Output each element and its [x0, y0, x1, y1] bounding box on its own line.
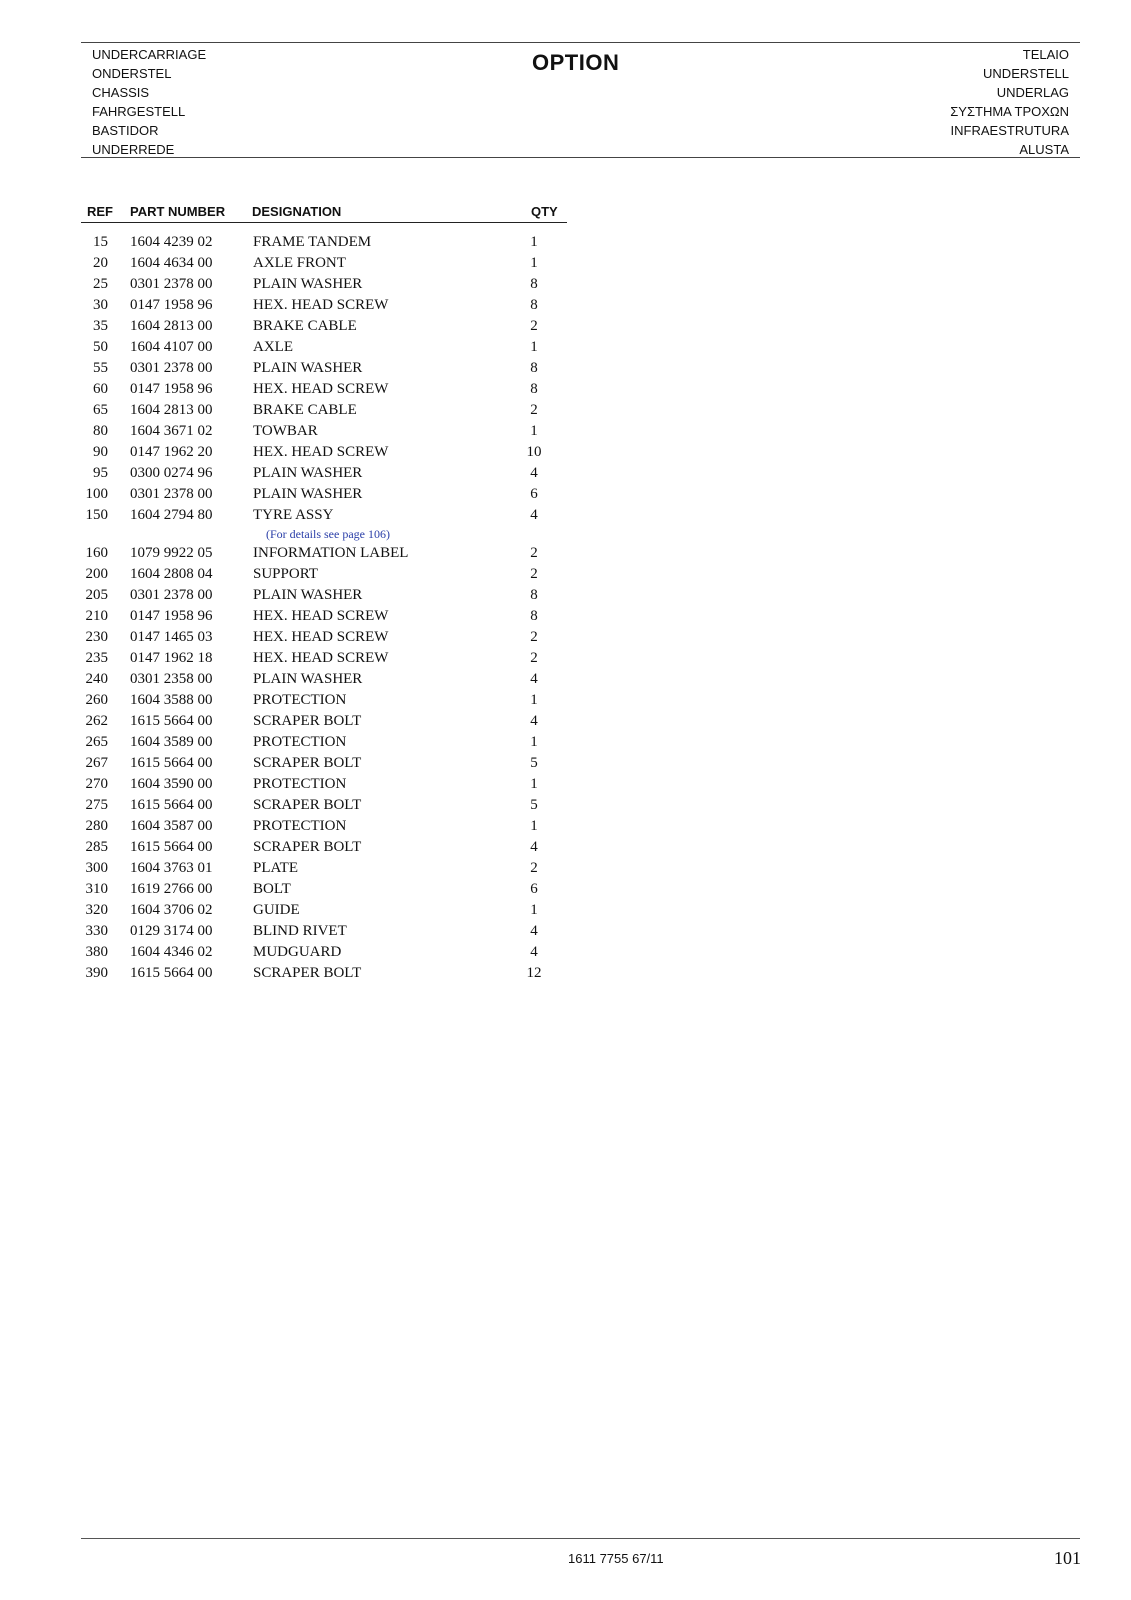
designation-cell: PLAIN WASHER — [253, 465, 363, 481]
table-row — [81, 358, 567, 379]
ref-cell: 150 — [85, 507, 108, 523]
part-number-cell: 1615 5664 00 — [130, 839, 213, 855]
part-number-cell: 0147 1958 96 — [130, 608, 213, 624]
table-row — [81, 400, 567, 421]
qty-cell: 4 — [530, 671, 538, 687]
table-row — [81, 295, 567, 316]
part-number-cell: 0301 2358 00 — [130, 671, 213, 687]
header-label: ONDERSTEL — [92, 66, 172, 81]
table-row — [81, 732, 567, 753]
table-row — [81, 837, 567, 858]
table-row — [81, 564, 567, 585]
table-row — [81, 795, 567, 816]
ref-cell: 267 — [85, 755, 108, 771]
ref-cell: 30 — [93, 297, 108, 313]
designation-cell: TOWBAR — [253, 423, 318, 439]
table-row — [81, 463, 567, 484]
part-number-cell: 1604 2813 00 — [130, 402, 213, 418]
ref-cell: 80 — [93, 423, 108, 439]
ref-cell: 160 — [85, 545, 108, 561]
ref-cell: 260 — [85, 692, 108, 708]
page-header — [81, 42, 1080, 158]
table-row — [81, 337, 567, 358]
part-number-cell: 0301 2378 00 — [130, 587, 213, 603]
qty-cell: 6 — [530, 881, 538, 897]
ref-cell: 20 — [93, 255, 108, 271]
qty-cell: 4 — [530, 944, 538, 960]
row-note: (For details see page 106) — [266, 527, 390, 541]
qty-cell: 10 — [526, 444, 542, 460]
designation-cell: FRAME TANDEM — [253, 234, 372, 250]
ref-cell: 25 — [93, 276, 108, 292]
designation-cell: PLAIN WASHER — [253, 587, 363, 603]
ref-cell: 320 — [85, 902, 108, 918]
designation-cell: BRAKE CABLE — [253, 402, 357, 418]
qty-cell: 1 — [530, 339, 538, 355]
designation-cell: PLAIN WASHER — [253, 276, 363, 292]
ref-cell: 285 — [85, 839, 108, 855]
table-row — [81, 816, 567, 837]
part-number-cell: 1604 3590 00 — [130, 776, 213, 792]
qty-cell: 6 — [530, 486, 538, 502]
part-number-cell: 1604 3671 02 — [130, 423, 213, 439]
ref-cell: 90 — [93, 444, 108, 460]
part-number-cell: 1604 3589 00 — [130, 734, 213, 750]
designation-cell: HEX. HEAD SCREW — [253, 297, 389, 313]
designation-cell: PROTECTION — [253, 692, 347, 708]
table-row — [81, 606, 567, 627]
ref-cell: 380 — [85, 944, 108, 960]
part-number-cell: 1604 3763 01 — [130, 860, 213, 876]
header-label: FAHRGESTELL — [92, 104, 186, 119]
table-row — [81, 774, 567, 795]
table-row — [81, 858, 567, 879]
qty-cell: 5 — [530, 797, 538, 813]
qty-cell: 8 — [530, 297, 538, 313]
part-number-cell: 0301 2378 00 — [130, 276, 213, 292]
part-number-cell: 1604 4346 02 — [130, 944, 213, 960]
designation-cell: TYRE ASSY — [253, 507, 334, 523]
designation-cell: HEX. HEAD SCREW — [253, 381, 389, 397]
ref-cell: 280 — [85, 818, 108, 834]
table-row — [81, 484, 567, 505]
table-row — [81, 274, 567, 295]
table-row — [81, 253, 567, 274]
qty-cell: 2 — [530, 566, 538, 582]
part-number-cell: 1604 4239 02 — [130, 234, 213, 250]
ref-cell: 240 — [85, 671, 108, 687]
part-number-cell: 0147 1962 18 — [130, 650, 213, 666]
part-number-cell: 1604 3587 00 — [130, 818, 213, 834]
qty-cell: 5 — [530, 755, 538, 771]
qty-cell: 1 — [530, 902, 538, 918]
designation-cell: PROTECTION — [253, 734, 347, 750]
designation-cell: SCRAPER BOLT — [253, 755, 362, 771]
qty-cell: 1 — [530, 423, 538, 439]
ref-cell: 210 — [85, 608, 108, 624]
ref-cell: 275 — [85, 797, 108, 813]
part-number-cell: 1604 4634 00 — [130, 255, 213, 271]
qty-cell: 4 — [530, 465, 538, 481]
header-left-labels — [92, 45, 206, 159]
designation-cell: PLAIN WASHER — [253, 671, 363, 687]
part-number-cell: 0147 1962 20 — [130, 444, 213, 460]
part-number-cell: 1619 2766 00 — [130, 881, 213, 897]
header-label: INFRAESTRUTURA — [950, 123, 1069, 138]
part-number-cell: 1079 9922 05 — [130, 545, 213, 561]
designation-cell: PLAIN WASHER — [253, 360, 363, 376]
designation-cell: SCRAPER BOLT — [253, 965, 362, 981]
part-number-cell: 1604 3588 00 — [130, 692, 213, 708]
designation-cell: HEX. HEAD SCREW — [253, 650, 389, 666]
ref-cell: 50 — [93, 339, 108, 355]
table-row — [81, 942, 567, 963]
part-number-cell: 1615 5664 00 — [130, 797, 213, 813]
ref-cell: 270 — [85, 776, 108, 792]
header-label: UNDERSTELL — [983, 66, 1069, 81]
ref-cell: 35 — [93, 318, 108, 334]
qty-cell: 4 — [530, 923, 538, 939]
qty-cell: 1 — [530, 734, 538, 750]
designation-cell: HEX. HEAD SCREW — [253, 629, 389, 645]
header-label: ΣΥΣΤΗΜΑ ΤΡΟΧΩΝ — [950, 104, 1069, 119]
table-row — [81, 648, 567, 669]
designation-cell: PLATE — [253, 860, 298, 876]
qty-cell: 2 — [530, 629, 538, 645]
designation-cell: PLAIN WASHER — [253, 486, 363, 502]
table-row — [81, 963, 567, 984]
designation-cell: PROTECTION — [253, 818, 347, 834]
table-row — [81, 900, 567, 921]
part-number-cell: 0301 2378 00 — [130, 360, 213, 376]
part-number-cell: 0147 1958 96 — [130, 381, 213, 397]
qty-cell: 2 — [530, 545, 538, 561]
table-row — [81, 543, 567, 564]
table-row — [81, 585, 567, 606]
ref-cell: 60 — [93, 381, 108, 397]
designation-cell: SUPPORT — [253, 566, 318, 582]
qty-cell: 2 — [530, 650, 538, 666]
designation-cell: SCRAPER BOLT — [253, 713, 362, 729]
table-row — [81, 232, 567, 253]
designation-cell: SCRAPER BOLT — [253, 839, 362, 855]
part-number-cell: 1615 5664 00 — [130, 965, 213, 981]
qty-cell: 8 — [530, 360, 538, 376]
header-label: BASTIDOR — [92, 123, 159, 138]
column-header-ref: REF — [87, 204, 113, 219]
part-number-cell: 1604 2808 04 — [130, 566, 213, 582]
document-code: 1611 7755 67/11 — [568, 1551, 664, 1566]
table-row — [81, 711, 567, 732]
part-number-cell: 1604 3706 02 — [130, 902, 213, 918]
qty-cell: 8 — [530, 276, 538, 292]
column-header-qty: QTY — [531, 204, 558, 219]
qty-cell: 1 — [530, 692, 538, 708]
part-number-cell: 0147 1465 03 — [130, 629, 213, 645]
table-row — [81, 753, 567, 774]
table-row — [81, 690, 567, 711]
designation-cell: MUDGUARD — [253, 944, 342, 960]
designation-cell: BLIND RIVET — [253, 923, 347, 939]
designation-cell: SCRAPER BOLT — [253, 797, 362, 813]
ref-cell: 100 — [85, 486, 108, 502]
qty-cell: 4 — [530, 507, 538, 523]
qty-cell: 2 — [530, 402, 538, 418]
page-title: OPTION — [532, 50, 620, 75]
ref-cell: 330 — [85, 923, 108, 939]
qty-cell: 2 — [530, 318, 538, 334]
designation-cell: BRAKE CABLE — [253, 318, 357, 334]
table-header — [81, 202, 567, 223]
designation-cell: HEX. HEAD SCREW — [253, 608, 389, 624]
table-row — [81, 669, 567, 690]
column-header-part-number: PART NUMBER — [130, 204, 226, 219]
ref-cell: 300 — [85, 860, 108, 876]
qty-cell: 1 — [530, 255, 538, 271]
header-label: ALUSTA — [1019, 142, 1069, 157]
qty-cell: 8 — [530, 381, 538, 397]
part-number-cell: 0129 3174 00 — [130, 923, 213, 939]
ref-cell: 55 — [93, 360, 108, 376]
part-number-cell: 0300 0274 96 — [130, 465, 213, 481]
qty-cell: 8 — [530, 608, 538, 624]
qty-cell: 1 — [530, 234, 538, 250]
table-body — [81, 232, 567, 984]
qty-cell: 1 — [530, 776, 538, 792]
table-row — [81, 379, 567, 400]
ref-cell: 235 — [85, 650, 108, 666]
table-row — [81, 879, 567, 900]
part-number-cell: 1604 2794 80 — [130, 507, 213, 523]
qty-cell: 12 — [526, 965, 542, 981]
part-number-cell: 1604 2813 00 — [130, 318, 213, 334]
ref-cell: 390 — [85, 965, 108, 981]
page-number: 101 — [1054, 1548, 1081, 1568]
part-number-cell: 1615 5664 00 — [130, 713, 213, 729]
designation-cell: HEX. HEAD SCREW — [253, 444, 389, 460]
part-number-cell: 0301 2378 00 — [130, 486, 213, 502]
ref-cell: 200 — [85, 566, 108, 582]
qty-cell: 8 — [530, 587, 538, 603]
designation-cell: AXLE FRONT — [253, 255, 346, 271]
column-header-designation: DESIGNATION — [252, 204, 342, 219]
table-row — [81, 505, 567, 526]
designation-cell: INFORMATION LABEL — [253, 545, 409, 561]
part-number-cell: 1615 5664 00 — [130, 755, 213, 771]
ref-cell: 310 — [85, 881, 108, 897]
header-label: UNDERREDE — [92, 142, 175, 157]
header-label: TELAIO — [1022, 47, 1069, 62]
designation-cell: PROTECTION — [253, 776, 347, 792]
qty-cell: 4 — [530, 839, 538, 855]
table-row — [81, 627, 567, 648]
header-right-labels — [950, 45, 1069, 159]
qty-cell: 1 — [530, 818, 538, 834]
header-label: UNDERLAG — [996, 85, 1069, 100]
footer-divider — [81, 1538, 1080, 1539]
table-row — [81, 921, 567, 942]
ref-cell: 65 — [93, 402, 108, 418]
ref-cell: 265 — [85, 734, 108, 750]
ref-cell: 262 — [85, 713, 108, 729]
table-row — [81, 442, 567, 463]
ref-cell: 230 — [85, 629, 108, 645]
ref-cell: 95 — [93, 465, 108, 481]
designation-cell: BOLT — [253, 881, 291, 897]
header-label: CHASSIS — [92, 85, 150, 100]
table-row — [81, 421, 567, 442]
ref-cell: 15 — [93, 234, 108, 250]
header-label: UNDERCARRIAGE — [92, 47, 207, 62]
qty-cell: 4 — [530, 713, 538, 729]
part-number-cell: 0147 1958 96 — [130, 297, 213, 313]
qty-cell: 2 — [530, 860, 538, 876]
ref-cell: 205 — [85, 587, 108, 603]
part-number-cell: 1604 4107 00 — [130, 339, 213, 355]
designation-cell: GUIDE — [253, 902, 300, 918]
parts-table — [81, 202, 567, 981]
designation-cell: AXLE — [253, 339, 293, 355]
table-row — [81, 316, 567, 337]
